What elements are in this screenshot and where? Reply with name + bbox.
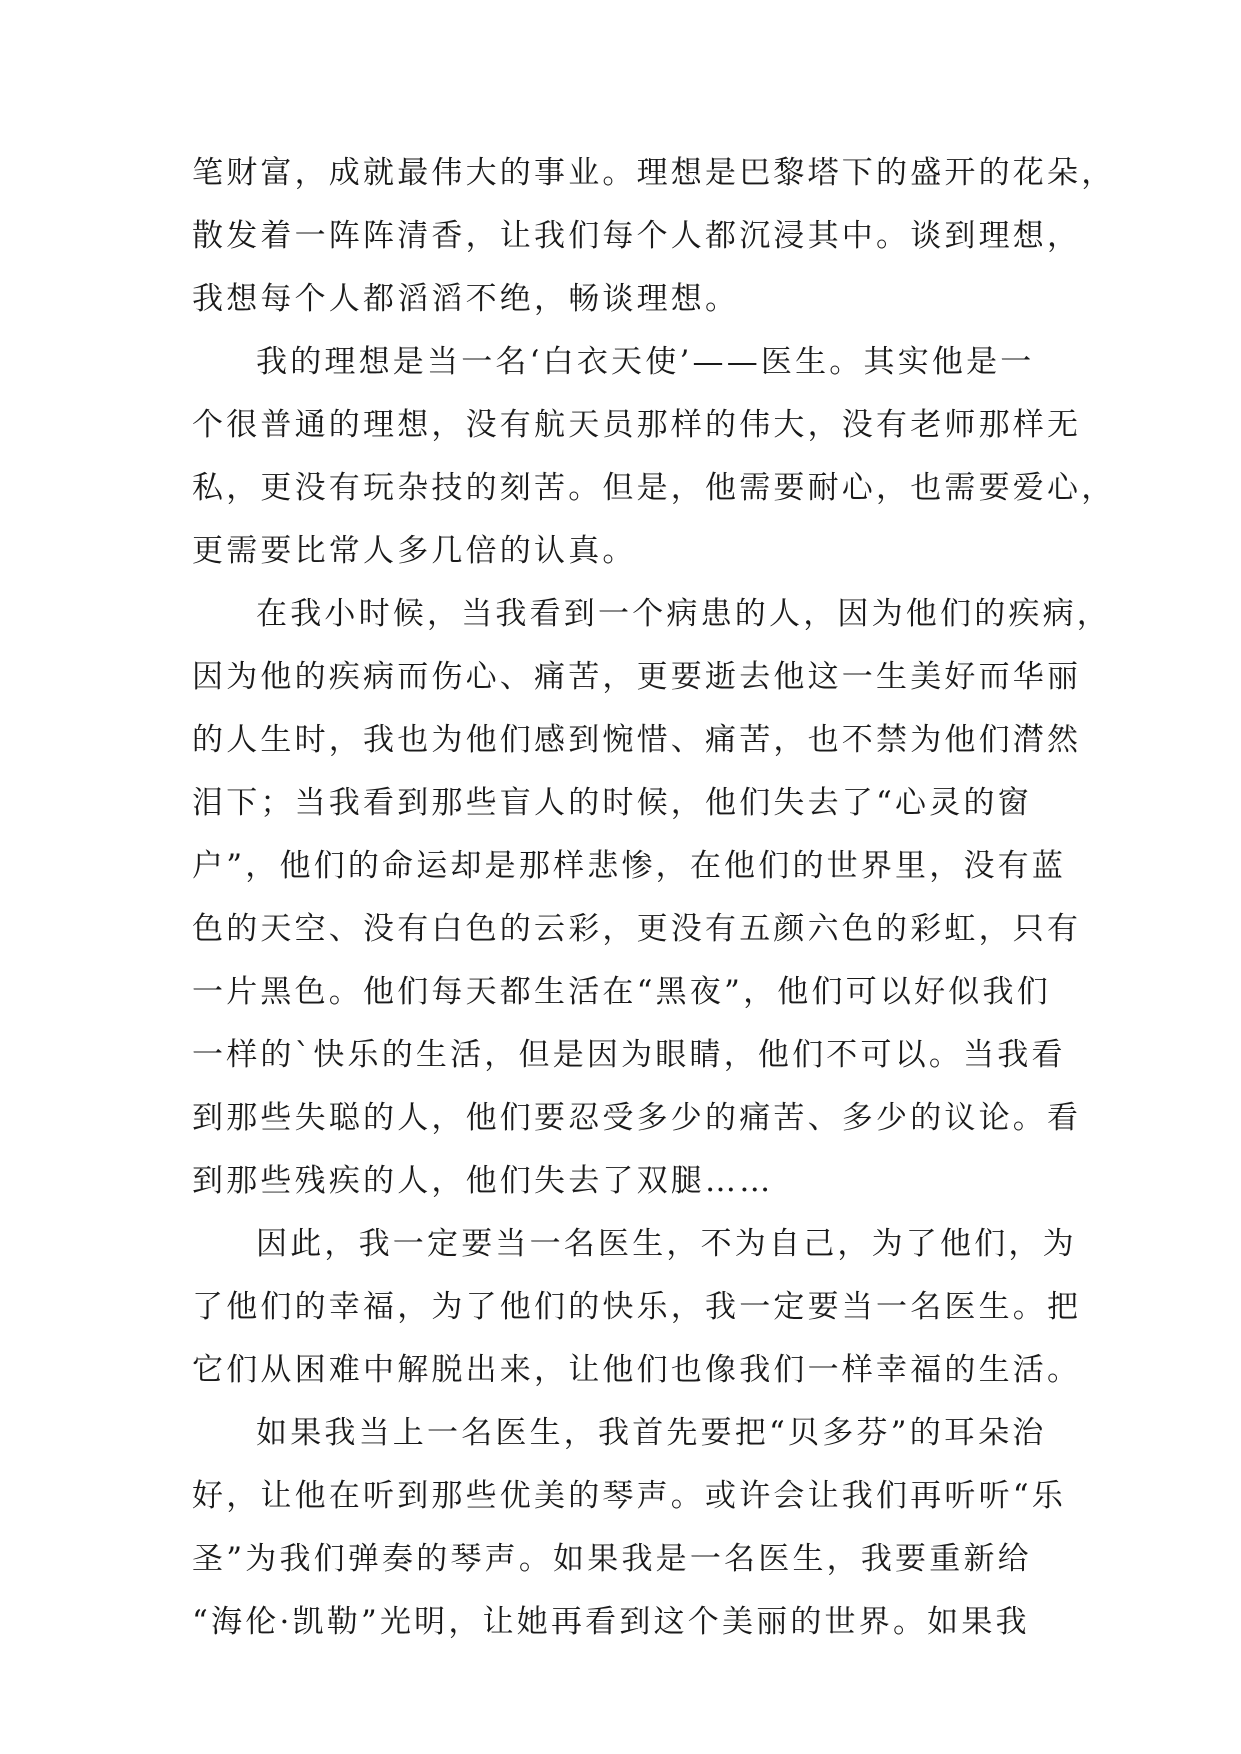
text-line: 一样的`快乐的生活，但是因为眼睛，他们不可以。当我看: [192, 1037, 1066, 1073]
text-line: 我的理想是当一名‘白衣天使’——医生。其实他是一: [256, 344, 1035, 380]
text-line: 到那些残疾的人，他们失去了双腿……: [192, 1163, 774, 1199]
text-line: 更需要比常人多几倍的认真。: [192, 533, 637, 569]
text-line: 户”，他们的命运却是那样悲惨，在他们的世界里，没有蓝: [192, 848, 1067, 884]
text-line: 散发着一阵阵清香，让我们每个人都沉浸其中。谈到理想，: [192, 218, 1082, 254]
text-line: 圣”为我们弹奏的琴声。如果我是一名医生，我要重新给: [192, 1541, 1032, 1577]
text-line: 到那些失聪的人，他们要忍受多少的痛苦、多少的议论。看: [192, 1100, 1082, 1136]
text-line: 了他们的幸福，为了他们的快乐，我一定要当一名医生。把: [192, 1289, 1082, 1325]
text-line: 的人生时，我也为他们感到惋惜、痛苦，也不禁为他们潸然: [192, 722, 1082, 758]
text-line: 我想每个人都滔滔不绝，畅谈理想。: [192, 281, 740, 317]
text-line: 如果我当上一名医生，我首先要把“贝多芬”的耳朵治: [256, 1415, 1047, 1451]
text-line: “海伦·凯勒”光明，让她再看到这个美丽的世界。如果我: [192, 1604, 1030, 1640]
text-line: 好，让他在听到那些优美的琴声。或许会让我们再听听“乐: [192, 1478, 1067, 1514]
text-line: 私，更没有玩杂技的刻苦。但是，他需要耐心，也需要爱心，: [192, 470, 1116, 506]
text-line: 一片黑色。他们每天都生活在“黑夜”，他们可以好似我们: [192, 974, 1051, 1010]
text-line: 色的天空、没有白色的云彩，更没有五颜六色的彩虹，只有: [192, 911, 1082, 947]
text-line: 它们从困难中解脱出来，让他们也像我们一样幸福的生活。: [192, 1352, 1082, 1388]
text-line: 因此，我一定要当一名医生，不为自己，为了他们，为: [256, 1226, 1077, 1262]
document-body: [192, 142, 1116, 1654]
text-line: 因为他的疾病而伤心、痛苦，更要逝去他这一生美好而华丽: [192, 659, 1082, 695]
text-line: 个很普通的理想，没有航天员那样的伟大，没有老师那样无: [192, 407, 1082, 443]
text-line: 笔财富，成就最伟大的事业。理想是巴黎塔下的盛开的花朵，: [192, 155, 1116, 191]
text-line: 泪下；当我看到那些盲人的时候，他们失去了“心灵的窗: [192, 785, 1032, 821]
text-line: 在我小时候，当我看到一个病患的人，因为他们的疾病，: [256, 596, 1111, 632]
